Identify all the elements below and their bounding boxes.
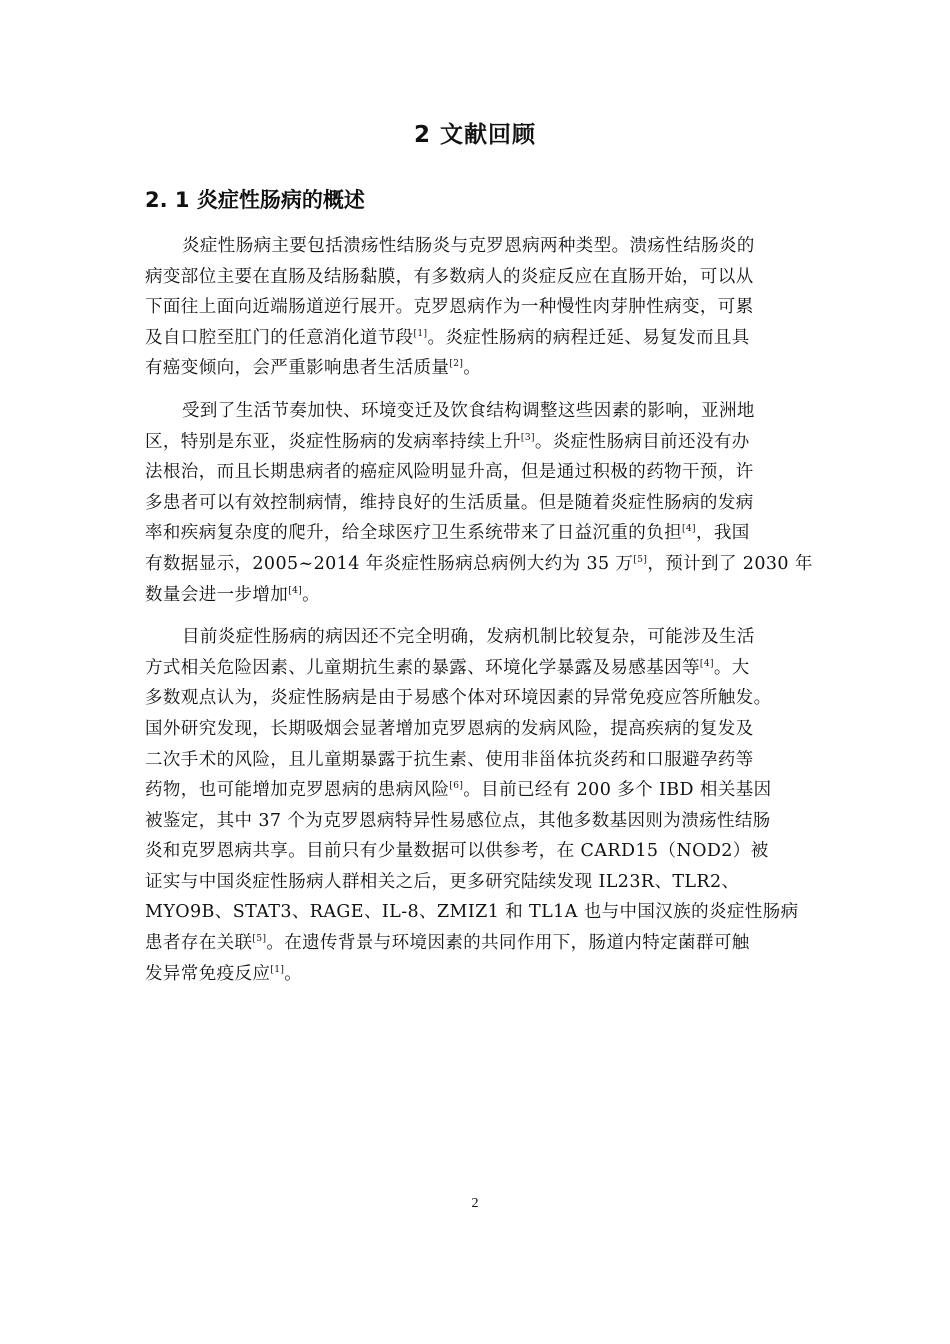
paragraph-line: 患者存在关联[5]。在遗传背景与环境因素的共同作用下，肠道内特定菌群可触 — [145, 933, 750, 954]
paragraph-line: 数量会进一步增加[4]。 — [145, 584, 321, 605]
paragraph-line: 多数观点认为，炎症性肠病是由于易感个体对环境因素的异常免疫应答所触发。 — [145, 688, 772, 709]
paragraph-line: 炎和克罗恩病共享。目前只有少量数据可以供参考，在 CARD15（NOD2）被 — [145, 841, 769, 862]
citation-marker: [4] — [699, 658, 714, 669]
citation-marker: [4] — [682, 524, 696, 535]
paragraph-line: 病变部位主要在直肠及结肠黏膜，有多数病人的炎症反应在直肠开始，可以从 — [145, 266, 754, 287]
paragraph — [145, 231, 809, 384]
paragraph-line: 有数据显示，2005~2014 年炎症性肠病总病例大约为 35 万[5]，预计到了 2030 年 — [145, 553, 813, 574]
paragraph-line: 法根治，而且长期患病者的癌症风险明显升高，但是通过积极的药物干预，许 — [145, 462, 754, 483]
citation-marker: [1] — [413, 328, 428, 339]
paragraph-line: MYO9B、STAT3、RAGE、IL-8、ZMIZ1 和 TL1A 也与中国汉族的炎症性肠病 — [145, 902, 799, 923]
paragraph-line: 炎症性肠病主要包括溃疡性结肠炎与克罗恩病两种类型。溃疡性结肠炎的 — [182, 236, 755, 256]
body-text — [145, 231, 813, 989]
paragraph-line: 被鉴定，其中 37 个为克罗恩病特异性易感位点，其他多数基因则为溃疡性结肠 — [145, 810, 771, 831]
paragraph-line: 区，特别是东亚，炎症性肠病的发病率持续上升[3]。炎症性肠病目前还没有办 — [145, 431, 750, 452]
citation-marker: [2] — [449, 359, 464, 370]
citation-marker: [6] — [449, 781, 464, 792]
citation-marker: [5] — [252, 934, 267, 945]
citation-marker: [4] — [288, 585, 303, 596]
paragraph-line: 证实与中国炎症性肠病人群相关之后，更多研究陆续发现 IL23R、TLR2、 — [145, 871, 740, 892]
paragraph-line: 方式相关危险因素、儿童期抗生素的暴露、环境化学暴露及易感基因等[4]。大 — [145, 657, 750, 678]
paragraph-line: 及自口腔至肛门的任意消化道节段[1]。炎症性肠病的病程迁延、易复发而且具 — [145, 327, 750, 348]
paragraph — [145, 396, 813, 610]
citation-marker: [1] — [270, 964, 285, 975]
paragraph-line: 多患者可以有效控制病情，维持良好的生活质量。但是随着炎症性肠病的发病 — [145, 492, 754, 513]
chapter-title: 2 文献回顾 — [413, 122, 536, 148]
paragraph-line: 国外研究发现，长期吸烟会显著增加克罗恩病的发病风险，提高疾病的复发及 — [145, 718, 754, 739]
paragraph-line: 目前炎症性肠病的病因还不完全明确，发病机制比较复杂，可能涉及生活 — [182, 627, 755, 648]
citation-marker: [5] — [633, 554, 648, 565]
paragraph-line: 发异常免疫反应[1]。 — [145, 963, 303, 984]
paragraph-line: 有癌变倾向，会严重影响患者生活质量[2]。 — [145, 358, 482, 379]
paragraph-line: 受到了生活节奏加快、环境变迁及饮食结构调整这些因素的影响，亚洲地 — [182, 400, 755, 421]
section-title: 2. 1 炎症性肠病的概述 — [145, 188, 365, 212]
paragraph-line: 率和疾病复杂度的爬升，给全球医疗卫生系统带来了日益沉重的负担[4]，我国 — [145, 523, 750, 544]
paragraph-line: 药物，也可能增加克罗恩病的患病风险[6]。目前已经有 200 多个 IBD 相关基因 — [145, 780, 772, 801]
paragraph-line: 下面往上面向近端肠道逆行展开。克罗恩病作为一种慢性肉芽肿性病变，可累 — [145, 297, 754, 318]
citation-marker: [3] — [520, 432, 535, 443]
paragraph-line: 二次手术的风险，且儿童期暴露于抗生素、使用非甾体抗炎药和口服避孕药等 — [145, 749, 754, 770]
page-number: 2 — [471, 1196, 479, 1211]
paragraph — [145, 622, 809, 989]
